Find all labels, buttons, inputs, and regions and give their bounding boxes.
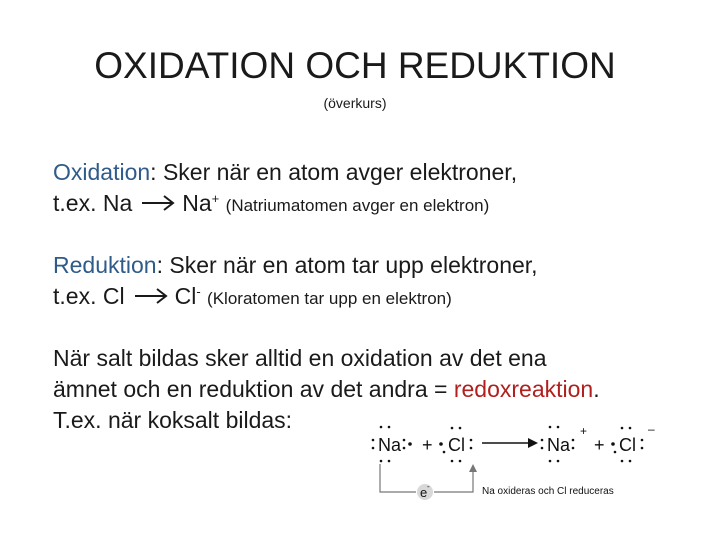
diagram-caption: Na oxideras och Cl reduceras xyxy=(482,486,614,497)
electron-symbol: e xyxy=(420,485,428,500)
reduction-definition-line xyxy=(53,250,538,281)
reactant-na xyxy=(372,426,412,463)
product-cl-symbol: Cl xyxy=(619,435,636,455)
product-na-charge: + xyxy=(580,424,588,438)
oxidation-term: Oxidation xyxy=(53,159,151,185)
reactant-cl-symbol: Cl xyxy=(448,435,465,455)
reduction-term: Reduktion xyxy=(53,252,157,278)
page-subtitle: (överkurs) xyxy=(323,95,387,111)
summary-line-3: T.ex. när koksalt bildas: xyxy=(53,407,293,433)
oxidation-example-line xyxy=(53,188,517,221)
oxidation-paragraph xyxy=(53,157,517,221)
reduction-example-product: Cl xyxy=(174,283,197,309)
page-title: OXIDATION OCH REDUKTION xyxy=(94,45,616,86)
reduction-example-line xyxy=(53,281,538,314)
reduction-example-prefix: t.ex. Cl xyxy=(53,283,125,309)
summary-line-1: När salt bildas sker alltid en oxidation av det ena xyxy=(53,345,547,371)
lewis-reaction-diagram xyxy=(360,418,660,506)
redox-term: redoxreaktion xyxy=(453,376,594,402)
reaction-arrow-icon xyxy=(482,438,538,448)
summary-line-2-suffix: . xyxy=(593,376,600,402)
summary-line-2-prefix: ämnet och en reduktion av det andra = xyxy=(53,376,454,402)
reduction-definition: : Sker när en atom tar upp elektroner, xyxy=(156,252,538,278)
reduction-paragraph xyxy=(53,250,538,314)
right-arrow-icon xyxy=(132,190,182,216)
product-cl-ion xyxy=(611,422,655,462)
product-na-ion xyxy=(541,424,587,462)
reduction-example-charge: - xyxy=(196,284,201,299)
summary-line-2 xyxy=(53,374,600,405)
reactant-na-symbol: Na xyxy=(378,435,402,455)
reactant-cl xyxy=(439,427,472,463)
plus-sign: + xyxy=(594,435,605,455)
product-na-symbol: Na xyxy=(547,435,571,455)
reduction-example-note: (Kloratomen tar upp en elektron) xyxy=(207,289,452,308)
oxidation-definition: : Sker när en atom avger elektroner, xyxy=(150,159,518,185)
plus-sign: + xyxy=(422,435,433,455)
product-cl-charge: – xyxy=(648,422,655,436)
oxidation-example-product: Na xyxy=(182,190,212,216)
oxidation-example-note: (Natriumatomen avger en elektron) xyxy=(225,196,490,215)
right-arrow-icon xyxy=(125,283,175,309)
oxidation-definition-line xyxy=(53,157,517,188)
electron-transfer-path xyxy=(380,464,477,500)
oxidation-example-prefix: t.ex. Na xyxy=(53,190,133,216)
electron-charge: - xyxy=(427,482,430,491)
oxidation-example-charge: + xyxy=(211,191,220,206)
